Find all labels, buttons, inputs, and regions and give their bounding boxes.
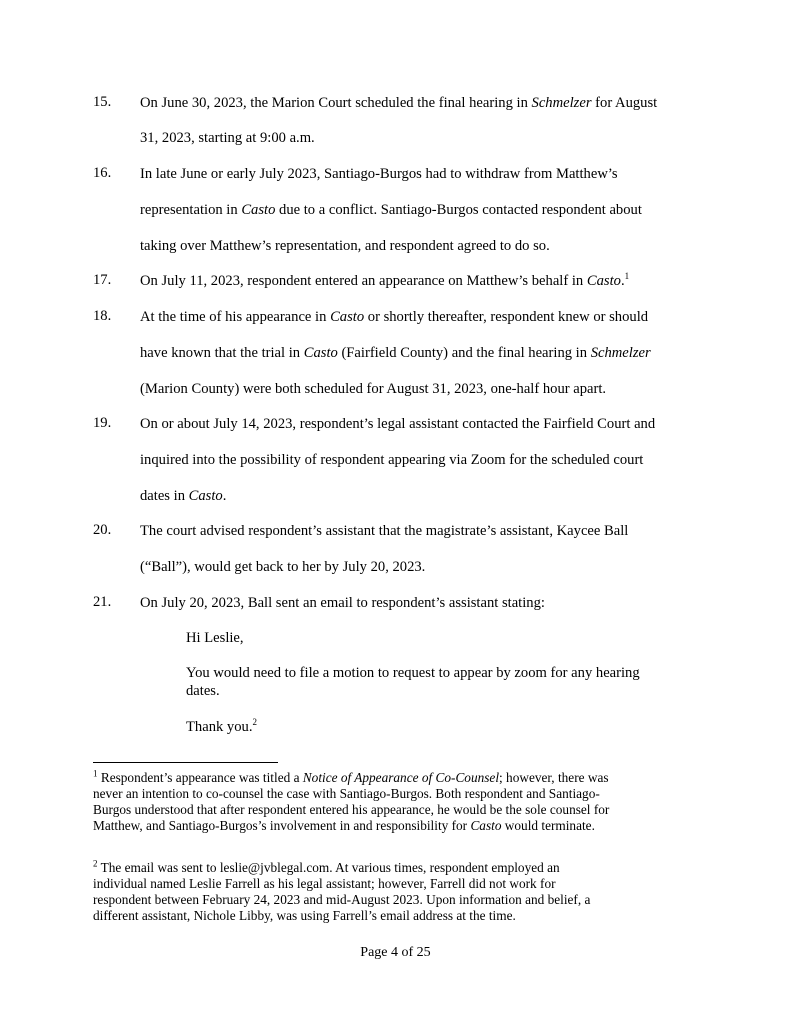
paragraph-number: 20.: [93, 522, 112, 538]
paragraph-number: 16.: [93, 165, 112, 181]
quote-closing: Thank you.$^2$: [186, 717, 257, 735]
paragraph-number: 18.: [93, 308, 112, 324]
page-number-footer: Page 4 of 25: [360, 945, 431, 960]
paragraph-number: 21.: [93, 594, 112, 610]
paragraph-number: 19.: [93, 415, 112, 431]
paragraph-body: The court advised respondent’s assistant that the magistrate’s assistant, Kaycee Ball (“Ball”), would get back to her by July 20, 2023.: [140, 523, 629, 575]
footnote-marker: 1: [93, 768, 98, 779]
quote-body-line-2: dates.: [186, 683, 220, 699]
footnote-1: $^1$ Respondent’s appearance was titled a Notice of Appearance of Co-Counsel; however, there was never an intention to co-counsel the case with Santiago-Burgos. Both respondent and Santiago- Burgos understood that after respondent entered his appearance, he would be the sole counsel for Matthew, and Santiago-Burgos’s involvement in and responsibility for Casto would terminate.: [93, 768, 610, 833]
footnote-marker: 2: [93, 858, 98, 869]
paragraph-body: On June 30, 2023, the Marion Court scheduled the final hearing in Schmelzer for August 31, 2023, starting at 9:00 a.m.: [140, 95, 658, 146]
footnote-ref-1: 1: [624, 271, 630, 282]
paragraph-number: 15.: [93, 94, 112, 110]
paragraph-body: On July 11, 2023, respondent entered an appearance on Matthew’s behalf in Casto.$^1$: [140, 271, 630, 289]
paragraph-body: In late June or early July 2023, Santiago-Burgos had to withdraw from Matthew’s representation in Casto due to a conflict. Santiago-Burgos contacted respondent about taking over Matthew’s representation, and respondent agreed to do so.: [140, 166, 642, 254]
paragraph-body: On or about July 14, 2023, respondent’s legal assistant contacted the Fairfield Court and inquired into the possibility of respondent appearing via Zoom for the scheduled court dates in Casto.: [140, 416, 656, 504]
quote-body-line-1: You would need to file a motion to request to appear by zoom for any hearing: [186, 665, 640, 681]
paragraph-number: 17.: [93, 272, 112, 288]
footnote-separator: [93, 762, 278, 763]
quote-greeting: Hi Leslie,: [186, 630, 244, 646]
paragraph-body: At the time of his appearance in Casto or shortly thereafter, respondent knew or should have known that the trial in Casto (Fairfield County) and the final hearing in Schmelzer (Marion County) were both scheduled for August 31, 2023, one-half hour apart.: [140, 309, 651, 397]
footnote-2: $^2$ The email was sent to leslie@jvblegal.com. At various times, respondent employed an individual named Leslie Farrell as his legal assistant; however, Farrell did not work for respondent between February 24, 2023 and mid-August 2023. Upon information and belief, a different assistant, Nichole Libby, was using Farrell’s email address at the time.: [93, 858, 591, 923]
paragraph-body: On July 20, 2023, Ball sent an email to respondent’s assistant stating:: [140, 595, 545, 611]
footnote-ref-2: 2: [252, 717, 257, 728]
